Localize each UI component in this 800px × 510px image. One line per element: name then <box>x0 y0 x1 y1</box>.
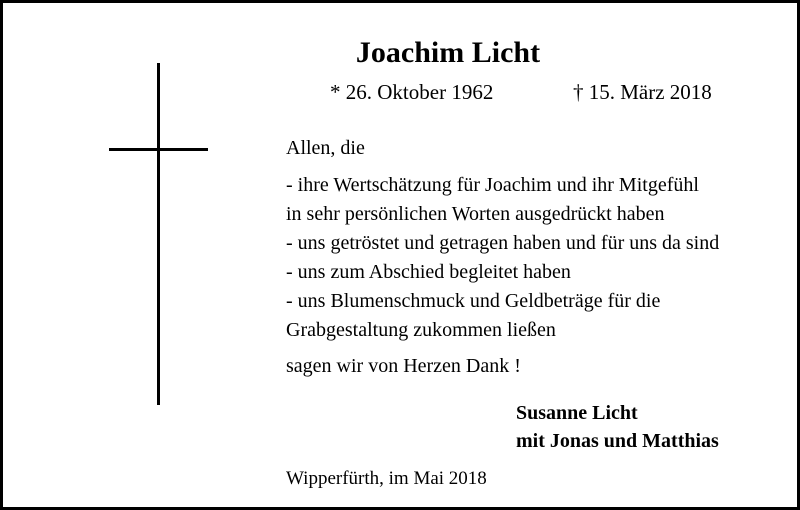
deceased-name: Joachim Licht <box>355 36 541 69</box>
death-date: † 15. März 2018 <box>573 80 712 104</box>
thanks-closing: sagen wir von Herzen Dank ! <box>286 355 521 377</box>
cross-vertical-bar <box>157 63 160 405</box>
thanks-line: - ihre Wertschätzung für Joachim und ihr Mitgefühl <box>286 174 699 196</box>
cross-horizontal-bar <box>109 148 208 151</box>
greeting: Allen, die <box>286 137 365 159</box>
place-date: Wipperfürth, im Mai 2018 <box>286 468 487 489</box>
birth-date: * 26. Oktober 1962 <box>330 80 494 104</box>
thanks-line: Grabgestaltung zukommen ließen <box>286 319 556 341</box>
signature-line-2: mit Jonas und Matthias <box>516 430 719 452</box>
thanks-list <box>286 171 719 345</box>
thanks-line: - uns getröstet und getragen haben und für uns da sind <box>286 232 720 254</box>
thanks-line: - uns Blumenschmuck und Geldbeträge für die <box>286 290 661 312</box>
thanks-line: - uns zum Abschied begleitet haben <box>286 261 571 283</box>
signature-line-1: Susanne Licht <box>516 402 638 424</box>
signature <box>516 399 719 455</box>
thanks-line: in sehr persönlichen Worten ausgedrückt haben <box>286 203 665 225</box>
